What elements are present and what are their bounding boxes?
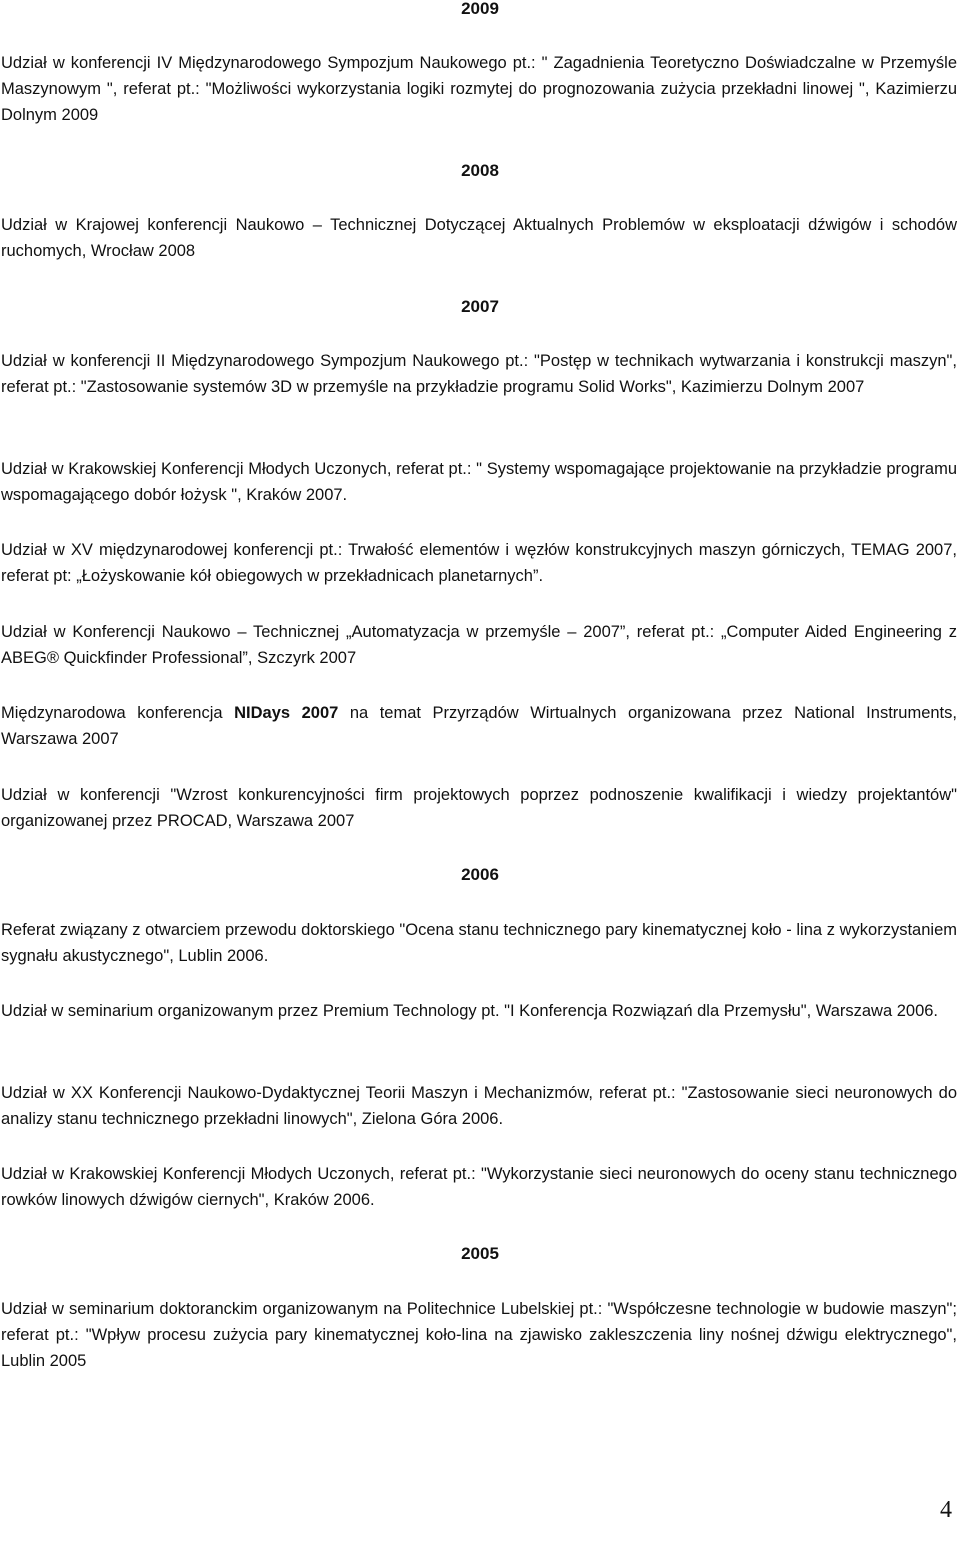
entry-2007-2: Udział w Krakowskiej Konferencji Młodych Uczonych, referat pt.: " Systemy wspomagające projektowanie na przykładzie programu wspomagającego dobór łożysk ", Kraków 2007. [1, 460, 957, 504]
entry-2006-4: Udział w Krakowskiej Konferencji Młodych Uczonych, referat pt.: "Wykorzystanie sieci neuronowych do oceny stanu technicznego rowków linowych dźwigów ciernych", Kraków 2006. [1, 1165, 957, 1209]
year-heading-2008: 2008 [461, 161, 499, 180]
entry-2007-4: Udział w Konferencji Naukowo – Technicznej „Automatyzacja w przemyśle – 2007”, referat pt.: „Computer Aided Engineering z ABEG® Quickfinder Professional”, Szczyrk 2007 [1, 623, 957, 667]
entry-2007-1: Udział w konferencji II Międzynarodowego Sympozjum Naukowego pt.: "Postęp w technikach wytwarzania i konstrukcji maszyn", referat pt.: "Zastosowanie systemów 3D w przemyśle na przykładzie programu Solid Works", Kazimierzu Dolnym 2007 [1, 352, 957, 396]
year-heading-2007: 2007 [461, 297, 499, 316]
entry-2009-1: Udział w konferencji IV Międzynarodowego Sympozjum Naukowego pt.: " Zagadnienia Teoretyczno Doświadczalne w Przemyśle Maszynowym ", referat pt.: "Możliwości wykorzystania logiki rozmytej do prognozowania zużycia przekładni linowej ", Kazimierzu Dolnym 2009 [1, 54, 957, 124]
page-number: 4 [940, 1497, 952, 1523]
entry-2007-5 [1, 700, 957, 752]
entry-2007-5-after: na temat Przyrządów Wirtualnych organizowana przez National Instruments, Warszawa 2007 [1, 704, 957, 748]
entry-2005-1: Udział w seminarium doktoranckim organizowanym na Politechnice Lubelskiej pt.: "Współczesne technologie w budowie maszyn"; referat pt.: "Wpływ procesu zużycia pary kinematycznej koło-lina na zjawisko zakleszczenia liny nośnej dźwigu elektrycznego", Lublin 2005 [1, 1300, 957, 1370]
entry-2007-6: Udział w konferencji "Wzrost konkurencyjności firm projektowych poprzez podnoszenie kwalifikacji i wiedzy projektantów" organizowanej przez PROCAD, Warszawa 2007 [1, 786, 957, 830]
entry-2006-3: Udział w XX Konferencji Naukowo-Dydaktycznej Teorii Maszyn i Mechanizmów, referat pt.: "Zastosowanie sieci neuronowych do analizy stanu technicznego przekładni linowych", Zielona Góra 2006. [1, 1084, 957, 1128]
year-heading-2005: 2005 [461, 1244, 499, 1263]
entry-2006-1: Referat związany z otwarciem przewodu doktorskiego "Ocena stanu technicznego pary kinematycznej koło - lina z wykorzystaniem sygnału akustycznego", Lublin 2006. [1, 921, 957, 965]
year-heading-2009: 2009 [461, 0, 499, 18]
entry-2007-5-before: Międzynarodowa konferencja [1, 704, 235, 722]
nidays-highlight: NIDays 2007 [234, 704, 339, 722]
year-heading-2006: 2006 [461, 865, 499, 884]
entry-2006-2: Udział w seminarium organizowanym przez Premium Technology pt. "I Konferencja Rozwiązań dla Przemysłu", Warszawa 2006. [1, 1002, 939, 1020]
entry-2007-3: Udział w XV międzynarodowej konferencji pt.: Trwałość elementów i węzłów konstrukcyjnych maszyn górniczych, TEMAG 2007, referat pt: „Łożyskowanie kół obiegowych w przekładnicach planetarnych”. [1, 541, 957, 585]
entry-2008-1: Udział w Krajowej konferencji Naukowo – Technicznej Dotyczącej Aktualnych Problemów w eksploatacji dźwigów i schodów ruchomych, Wrocław 2008 [1, 216, 957, 260]
